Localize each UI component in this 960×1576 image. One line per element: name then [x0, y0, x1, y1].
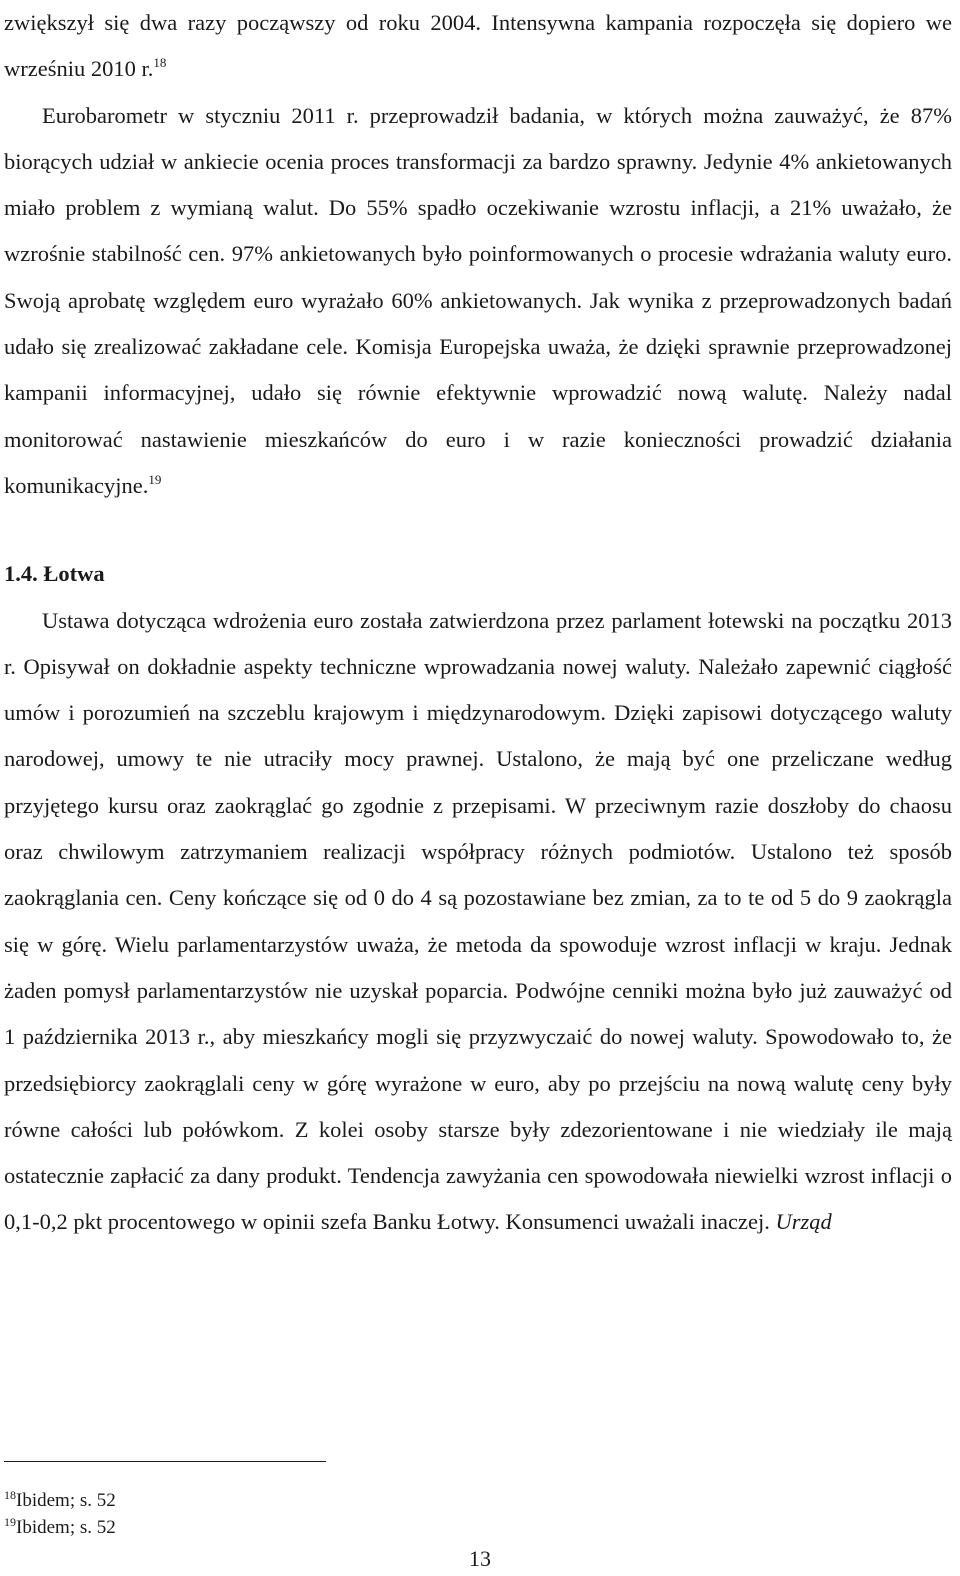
footnotes — [4, 1487, 116, 1541]
italic-text: Urząd — [775, 1209, 832, 1235]
footnote-number: 18 — [4, 1488, 16, 1502]
page-number: 13 — [469, 1546, 491, 1571]
footnote-ref-19[interactable]: 19 — [148, 471, 162, 487]
section-heading: 1.4. Łotwa — [4, 561, 105, 587]
paragraph-2: Eurobarometr w styczniu 2011 r. przeprowadził badania, w których można zauważyć, że 87% biorących udział w ankiecie ocenia proces transformacji za bardzo sprawny. Jedynie 4% ankietowanych miało problem z wymianą walut. Do 55% spadło oczekiwanie wzrostu inflacji, a 21% uważało, że wzrośnie stabilność cen. 97% ankietowanych było poinformowanych o procesie wdrażania waluty euro. Swoją aprobatę względem euro wyrażało 60% ankietowanych. Jak wynika z przeprowadzonych badań udało się zrealizować zakładane cele. Komisja Europejska uważa, że dzięki sprawnie przeprowadzonej kampanii informacyjnej, udało się równie efektywnie wprowadzić nową walutę. Należy nadal monitorować nastawienie mieszkańców do euro i w razie konieczności prowadzić działania komunikacyjne.$^{19}$ — [4, 102, 952, 498]
paragraph-3: Ustawa dotycząca wdrożenia euro została zatwierdzona przez parlament łotewski na początku 2013 r. Opisywał on dokładnie aspekty techniczne wprowadzania nowej waluty. Należało zapewnić ciągłość umów i porozumień na szczeblu krajowym i międzynarodowym. Dzięki zapisowi dotyczącego waluty narodowej, umowy te nie utraciły mocy prawnej. Ustalono, że mają być one przeliczane według przyjętego kursu oraz zaokrąglać go zgodnie z przepisami. W przeciwnym razie doszłoby do chaosu oraz chwilowym zatrzymaniem realizacji współpracy różnych podmiotów. Ustalono też sposób zaokrąglania cen. Ceny kończące się od 0 do 4 są pozostawiane bez zmian, za to te od 5 do 9 zaokrągla się w górę. Wielu parlamentarzystów uważa, że metoda da spowoduje wzrost inflacji w kraju. Jednak żaden pomysł parlamentarzystów nie uzyskał poparcia. Podwójne cenniki można było już zauważyć od 1 października 2013 r., aby mieszkańcy mogli się przyzwyczaić do nowej waluty. Spowodowało to, że przedsiębiorcy zaokrąglali ceny w górę wyrażone w euro, aby po przejściu na nową walutę ceny były równe całości lub połówkom. Z kolei osoby starsze były zdezorientowane i nie wiedziały ile mają ostatecznie zapłacić za dany produkt. Tendencja zawyżania cen spowodowała niewielki wzrost inflacji o 0,1-0,2 pkt procentowego w opinii szefa Banku Łotwy. Konsumenci uważali inaczej. Urząd — [4, 607, 952, 1235]
paragraph-1: zwiększył się dwa razy począwszy od roku 2004. Intensywna kampania rozpoczęła się dopiero we wrześniu 2010 r.$^{18}$ — [4, 10, 952, 82]
footnote-text: Ibidem; s. 52 — [16, 1517, 116, 1538]
footnote-separator — [4, 1461, 326, 1462]
footnote-text: Ibidem; s. 52 — [16, 1490, 116, 1511]
footnote-number: 19 — [4, 1515, 16, 1529]
body-text — [4, 0, 952, 1246]
footnote-ref-18[interactable]: 18 — [153, 55, 167, 71]
footnote-18 — [4, 1487, 116, 1514]
footnote-19 — [4, 1514, 116, 1541]
